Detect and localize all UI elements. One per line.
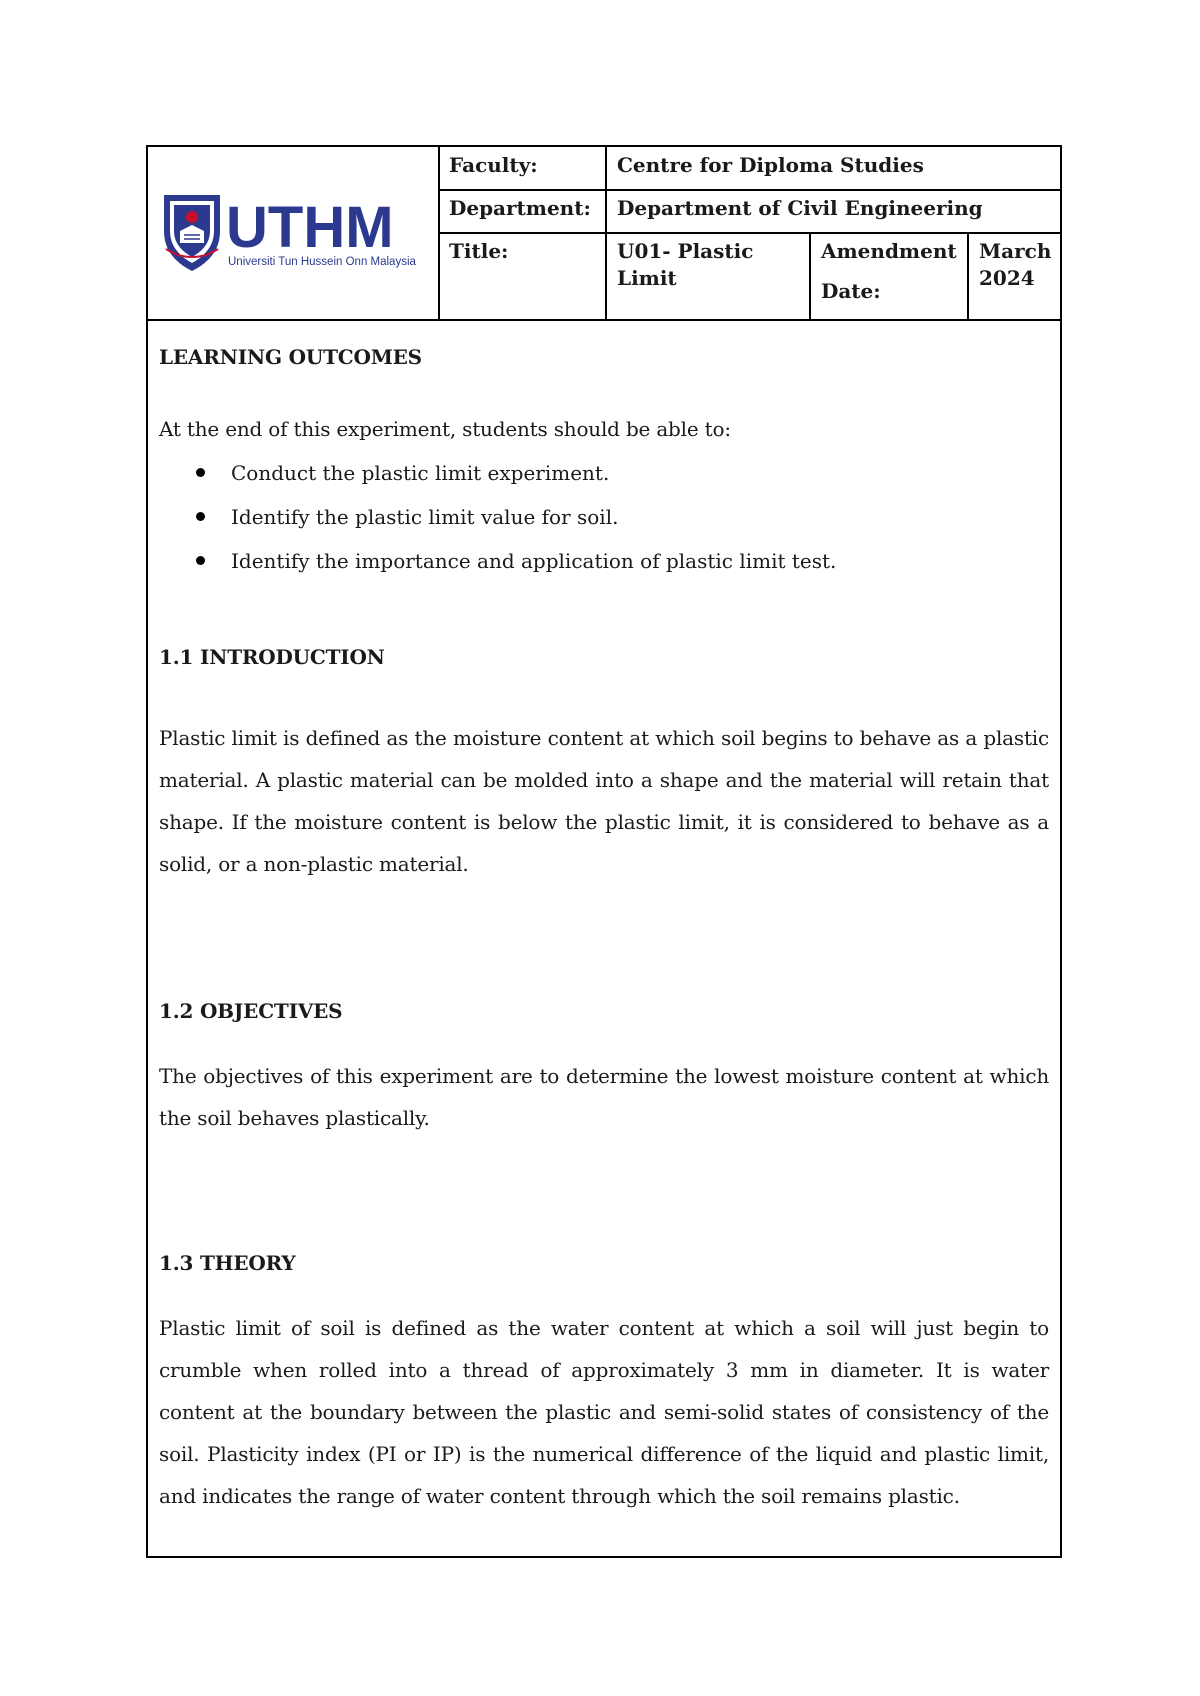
date-label: Date:: [821, 279, 881, 303]
learning-outcomes-intro: At the end of this experiment, students should be able to:: [159, 417, 731, 441]
list-item: Identify the plastic limit value for soil.: [159, 503, 836, 547]
faculty-label: Faculty:: [449, 153, 538, 177]
objectives-heading: 1.2 OBJECTIVES: [159, 999, 343, 1023]
title-value: U01- Plastic Limit: [617, 239, 754, 290]
learning-outcomes-list: [159, 459, 836, 591]
date-value: March 2024: [979, 239, 1052, 290]
department-value: Department of Civil Engineering: [617, 196, 983, 220]
introduction-heading: 1.1 INTRODUCTION: [159, 645, 385, 669]
list-item: Conduct the plastic limit experiment.: [159, 459, 836, 503]
department-label: Department:: [449, 196, 591, 220]
list-item: Identify the importance and application of plastic limit test.: [159, 547, 836, 591]
amendment-label: Amendment: [821, 239, 957, 263]
document-frame: [146, 145, 1062, 1558]
objectives-text: The objectives of this experiment are to determine the lowest moisture content at which the soil behaves plastically.: [159, 1064, 1049, 1130]
learning-outcomes-heading: LEARNING OUTCOMES: [159, 345, 422, 369]
bullet-icon: [196, 556, 205, 565]
title-label: Title:: [449, 239, 509, 263]
bullet-icon: [196, 512, 205, 521]
bullet-icon: [196, 468, 205, 477]
faculty-value: Centre for Diploma Studies: [617, 153, 924, 177]
header-table: [148, 147, 1060, 321]
logo-wordmark: UTHM: [226, 195, 394, 260]
theory-text: Plastic limit of soil is defined as the water content at which a soil will just begin to crumble when rolled into a thread of approximately 3 mm in diameter. It is water content at the boundary between the plastic and semi-solid states of consistency of the soil. Plasticity index (PI or IP) is the numerical difference of the liquid and plastic limit, and indicates the range of water content through which the soil remains plastic.: [159, 1316, 1049, 1508]
logo-subtitle: Universiti Tun Hussein Onn Malaysia: [228, 256, 416, 268]
theory-heading: 1.3 THEORY: [159, 1251, 296, 1275]
uthm-logo: [158, 187, 418, 273]
introduction-text: Plastic limit is defined as the moisture content at which soil begins to behave as a plastic material. A plastic material can be molded into a shape and the material will retain that shape. If the moisture content is below the plastic limit, it is considered to behave as a solid, or a non-plastic material.: [159, 726, 1049, 876]
uthm-crest-icon: [164, 195, 220, 271]
